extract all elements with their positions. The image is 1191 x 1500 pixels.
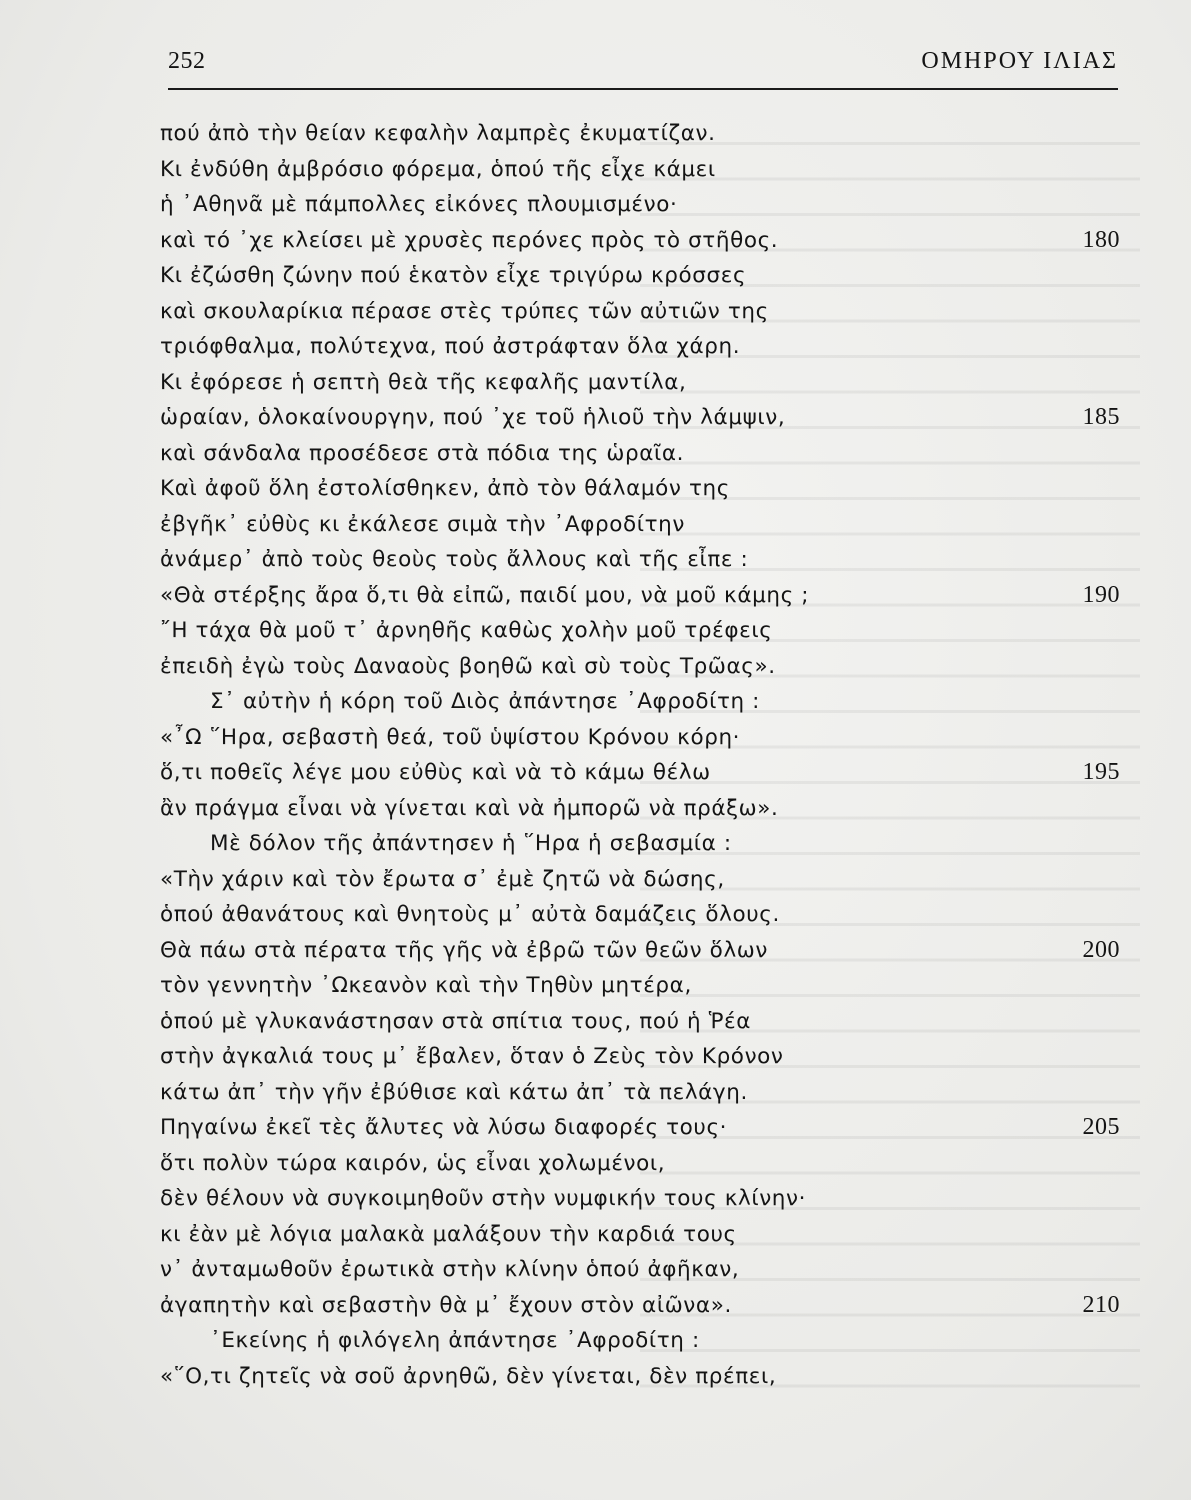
verse-line [160, 1252, 1120, 1288]
line-number: 210 [1082, 1291, 1120, 1318]
verse-text: καὶ τό ᾿χε κλείσει μὲ χρυσὲς περόνες πρὸς τὸ στῆθος. [160, 227, 779, 253]
verse-text: στὴν ἀγκαλιά τους μ᾿ ἔβαλεν, ὅταν ὁ Ζεὺς τὸν Κρόνον [160, 1044, 784, 1069]
verse-line [160, 1039, 1120, 1075]
verse-line [160, 507, 1120, 543]
verse-text: ἀνάμερ᾿ ἀπὸ τοὺς θεοὺς τοὺς ἄλλους καὶ τῆς εἶπε : [160, 547, 749, 572]
verse-line [160, 968, 1120, 1004]
verse-line [160, 862, 1120, 898]
verse-text: ὅτι πολὺν τώρα καιρόν, ὡς εἶναι χολωμένοι, [160, 1150, 666, 1176]
verse-line [160, 1146, 1120, 1182]
verse-line [160, 791, 1120, 827]
verse-text: Κι ἐφόρεσε ἡ σεπτὴ θεὰ τῆς κεφαλῆς μαντίλα, [160, 369, 687, 395]
verse-line [160, 1181, 1120, 1217]
verse-line [160, 684, 1120, 720]
verse-text: καὶ σάνδαλα προσέδεσε στὰ πόδια της ὡραῖα. [160, 440, 685, 466]
verse-text: ῎Η τάχα θὰ μοῦ τ᾿ ἀρνηθῆς καθὼς χολὴν μοῦ τρέφεις [160, 618, 773, 643]
verse-text: ἐβγῆκ᾿ εὐθὺς κι ἐκάλεσε σιμὰ τὴν ᾿Αφροδίτην [160, 511, 685, 537]
verse-text: ὁπού ἀθανάτους καὶ θνητοὺς μ᾿ αὐτὰ δαμάζεις ὅλους. [160, 902, 780, 927]
verse-text: ὁπού μὲ γλυκανάστησαν στὰ σπίτια τους, πού ἡ Ῥέα [160, 1008, 752, 1034]
verse-line [160, 152, 1120, 188]
verse-block [160, 116, 1120, 1394]
line-number: 180 [1082, 226, 1120, 253]
line-number: 195 [1082, 759, 1120, 785]
verse-line [160, 471, 1120, 507]
verse-text: τριόφθαλμα, πολύτεχνα, πού ἀστράφταν ὅλα χάρη. [160, 334, 741, 359]
verse-line [160, 1288, 1120, 1324]
verse-line [160, 613, 1120, 649]
line-number: 190 [1082, 581, 1120, 608]
verse-text: Κι ἐνδύθη ἀμβρόσιο φόρεμα, ὁπού τῆς εἶχε κάμει [160, 156, 716, 182]
verse-line [160, 329, 1120, 365]
verse-text: «Τὴν χάριν καὶ τὸν ἔρωτα σ᾿ ἐμὲ ζητῶ νὰ δώσης, [160, 866, 725, 892]
verse-text: «῞Ο,τι ζητεῖς νὰ σοῦ ἀρνηθῶ, δὲν γίνεται, δὲν πρέπει, [160, 1363, 777, 1389]
header-rule [168, 88, 1118, 90]
verse-text: Μὲ δόλον τῆς ἀπάντησεν ἡ ῞Ηρα ἡ σεβασμία : [210, 831, 732, 856]
verse-text: ν᾿ ἀνταμωθοῦν ἐρωτικὰ στὴν κλίνην ὁπού ἀφῆκαν, [160, 1257, 740, 1282]
verse-text: Κι ἐζώσθη ζώνην πού ἑκατὸν εἶχε τριγύρω κρόσσες [160, 263, 747, 288]
verse-line [160, 1075, 1120, 1111]
verse-text: τὸν γεννητὴν ᾿Ωκεανὸν καὶ τὴν Τηθὺν μητέρα, [160, 973, 692, 998]
verse-line [160, 294, 1120, 330]
verse-text: ἐπειδὴ ἐγὼ τοὺς Δαναοὺς βοηθῶ καὶ σὺ τοὺς Τρῶας». [160, 653, 776, 679]
verse-text: ὡραίαν, ὁλοκαίνουργην, πού ᾿χε τοῦ ἡλιοῦ τὴν λάμψιν, [160, 405, 786, 430]
verse-text: κι ἐὰν μὲ λόγια μαλακὰ μαλάξουν τὴν καρδιά τους [160, 1221, 737, 1247]
verse-text: ὅ,τι ποθεῖς λέγε μου εὐθὺς καὶ νὰ τὸ κάμω θέλω [160, 760, 711, 785]
verse-line [160, 1217, 1120, 1253]
verse-text: Θὰ πάω στὰ πέρατα τῆς γῆς νὰ ἐβρῶ τῶν θεῶν ὅλων [160, 937, 768, 963]
page-number: 252 [168, 48, 206, 74]
verse-line [160, 223, 1120, 259]
verse-line [160, 542, 1120, 578]
verse-text: ἡ ᾿Αθηνᾶ μὲ πάμπολλες εἰκόνες πλουμισμένο· [160, 192, 678, 217]
page-header [168, 44, 1118, 88]
verse-text: Πηγαίνω ἐκεῖ τὲς ἄλυτες νὰ λύσω διαφορές τους· [160, 1115, 728, 1140]
verse-line [160, 826, 1120, 862]
verse-text: «῏Ω ῞Ηρα, σεβαστὴ θεά, τοῦ ὑψίστου Κρόνου κόρη· [160, 724, 741, 750]
verse-line [160, 1110, 1120, 1146]
verse-text: ἂν πράγμα εἶναι νὰ γίνεται καὶ νὰ ἠμπορῶ νὰ πράξω». [160, 795, 779, 821]
verse-line [160, 1004, 1120, 1040]
verse-line [160, 258, 1120, 294]
running-head: ΟΜΗΡΟΥ ΙΛΙΑΣ [921, 48, 1118, 74]
verse-line [160, 365, 1120, 401]
verse-line [160, 755, 1120, 791]
verse-line [160, 578, 1120, 614]
verse-text: Σ᾿ αὐτὴν ἡ κόρη τοῦ Διὸς ἀπάντησε ᾿Αφροδίτη : [210, 689, 761, 714]
verse-text: δὲν θέλουν νὰ συγκοιμηθοῦν στὴν νυμφικήν τους κλίνην· [160, 1186, 807, 1211]
verse-line [160, 1359, 1120, 1395]
verse-text: «Θὰ στέρξης ἄρα ὅ,τι θὰ εἰπῶ, παιδί μου, νὰ μοῦ κάμης ; [160, 582, 810, 608]
verse-line [160, 649, 1120, 685]
verse-line [160, 720, 1120, 756]
verse-line [160, 933, 1120, 969]
verse-text: ἀγαπητὴν καὶ σεβαστὴν θὰ μ᾿ ἔχουν στὸν αἰῶνα». [160, 1292, 732, 1318]
verse-line [160, 436, 1120, 472]
verse-line [160, 897, 1120, 933]
line-number: 200 [1082, 936, 1120, 963]
line-number: 185 [1082, 404, 1120, 430]
verse-line [160, 116, 1120, 152]
verse-line [160, 187, 1120, 223]
verse-text: κάτω ἀπ᾿ τὴν γῆν ἐβύθισε καὶ κάτω ἀπ᾿ τὰ πελάγη. [160, 1079, 748, 1105]
line-number: 205 [1082, 1114, 1120, 1140]
verse-text: ᾿Εκείνης ἡ φιλόγελη ἀπάντησε ᾿Αφροδίτη : [210, 1328, 700, 1353]
verse-text: Καὶ ἀφοῦ ὅλη ἐστολίσθηκεν, ἀπὸ τὸν θάλαμόν της [160, 476, 730, 501]
verse-text: πού ἀπὸ τὴν θείαν κεφαλὴν λαμπρὲς ἐκυματίζαν. [160, 121, 716, 146]
verse-line [160, 1323, 1120, 1359]
verse-line [160, 400, 1120, 436]
verse-text: καὶ σκουλαρίκια πέρασε στὲς τρύπες τῶν αὐτιῶν της [160, 298, 769, 324]
